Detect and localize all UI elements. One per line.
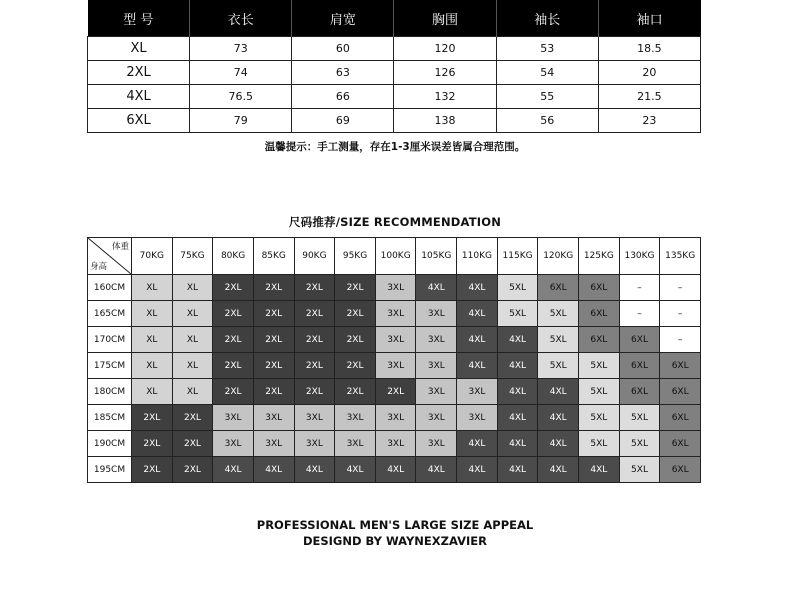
measurement-tip: 温馨提示：手工测量，存在1-3厘米误差皆属合理范围。 — [264, 141, 526, 153]
recommended-size-cell: 4XL — [416, 275, 457, 301]
recommended-size-cell: 4XL — [538, 431, 579, 457]
recommended-size-cell: XL — [132, 353, 173, 379]
recommended-size-cell: 3XL — [213, 431, 254, 457]
weight-header-cell: 115KG — [497, 238, 538, 275]
recommended-size-cell: XL — [172, 275, 213, 301]
size-table-row — [88, 85, 701, 109]
recommended-size-cell: 2XL — [172, 405, 213, 431]
size-table-header: 袖长 — [496, 0, 598, 37]
height-header-cell: 180CM — [88, 379, 132, 405]
recommended-size-cell: 4XL — [538, 457, 579, 483]
size-model-cell: 4XL — [88, 85, 190, 109]
weight-header-cell: 70KG — [132, 238, 173, 275]
recommended-size-cell: 2XL — [294, 379, 335, 405]
size-value-cell: 18.5 — [598, 37, 700, 61]
recommended-size-cell: 3XL — [416, 405, 457, 431]
recommended-size-cell: 3XL — [416, 431, 457, 457]
recommended-size-cell: 3XL — [416, 327, 457, 353]
recommended-size-cell: – — [660, 275, 701, 301]
recommended-size-cell: 5XL — [619, 431, 660, 457]
recommended-size-cell: 2XL — [253, 301, 294, 327]
recommended-size-cell: 3XL — [375, 405, 416, 431]
size-value-cell: 53 — [496, 37, 598, 61]
recommended-size-cell: 3XL — [457, 379, 498, 405]
height-header-cell: 185CM — [88, 405, 132, 431]
recommended-size-cell: 4XL — [457, 353, 498, 379]
recommended-size-cell: 5XL — [579, 379, 620, 405]
recommended-size-cell: 2XL — [294, 327, 335, 353]
recommended-size-cell: 6XL — [660, 457, 701, 483]
recommended-size-cell: 3XL — [375, 275, 416, 301]
recommended-size-cell: XL — [172, 379, 213, 405]
height-header-cell: 170CM — [88, 327, 132, 353]
recommended-size-cell: XL — [132, 327, 173, 353]
recommended-size-cell: 2XL — [213, 301, 254, 327]
footer-slogan — [0, 517, 790, 549]
size-table-row — [88, 61, 701, 85]
recommended-size-cell: 3XL — [335, 405, 376, 431]
weight-header-cell: 90KG — [294, 238, 335, 275]
size-value-cell: 120 — [394, 37, 496, 61]
recommended-size-cell: XL — [172, 327, 213, 353]
recommended-size-cell: 2XL — [253, 379, 294, 405]
recommendation-table — [87, 237, 701, 483]
height-header-cell: 175CM — [88, 353, 132, 379]
recommended-size-cell: 4XL — [457, 431, 498, 457]
recommended-size-cell: 4XL — [457, 457, 498, 483]
height-header-cell: 165CM — [88, 301, 132, 327]
size-table-header: 袖口 — [598, 0, 700, 37]
recommendation-row — [88, 327, 701, 353]
recommended-size-cell: 4XL — [538, 405, 579, 431]
recommended-size-cell: 4XL — [294, 457, 335, 483]
recommended-size-cell: 6XL — [579, 327, 620, 353]
size-value-cell: 138 — [394, 109, 496, 133]
size-value-cell: 55 — [496, 85, 598, 109]
recommended-size-cell: 2XL — [132, 405, 173, 431]
recommendation-row — [88, 275, 701, 301]
recommendation-row — [88, 379, 701, 405]
weight-header-cell: 120KG — [538, 238, 579, 275]
size-value-cell: 69 — [292, 109, 394, 133]
footer-line-1: PROFESSIONAL MEN'S LARGE SIZE APPEAL — [256, 518, 534, 532]
recommended-size-cell: 4XL — [538, 379, 579, 405]
recommended-size-cell: 6XL — [619, 327, 660, 353]
recommended-size-cell: 4XL — [457, 327, 498, 353]
size-table-header: 衣长 — [190, 0, 292, 37]
recommended-size-cell: 4XL — [497, 431, 538, 457]
recommended-size-cell: 4XL — [497, 353, 538, 379]
recommended-size-cell: 4XL — [497, 327, 538, 353]
weight-header-cell: 85KG — [253, 238, 294, 275]
recommended-size-cell: 4XL — [375, 457, 416, 483]
size-value-cell: 56 — [496, 109, 598, 133]
height-header-cell: 160CM — [88, 275, 132, 301]
recommended-size-cell: 5XL — [579, 353, 620, 379]
recommended-size-cell: 2XL — [172, 431, 213, 457]
recommended-size-cell: 6XL — [660, 431, 701, 457]
size-value-cell: 54 — [496, 61, 598, 85]
recommended-size-cell: 2XL — [213, 327, 254, 353]
recommendation-row — [88, 431, 701, 457]
recommended-size-cell: 2XL — [335, 301, 376, 327]
recommended-size-cell: 6XL — [660, 379, 701, 405]
recommended-size-cell: 5XL — [538, 301, 579, 327]
recommended-size-cell: 4XL — [213, 457, 254, 483]
size-table — [87, 0, 701, 133]
recommended-size-cell: 3XL — [253, 405, 294, 431]
size-table-row — [88, 37, 701, 61]
recommendation-row — [88, 405, 701, 431]
size-table-row — [88, 109, 701, 133]
recommended-size-cell: XL — [172, 301, 213, 327]
recommended-size-cell: 3XL — [375, 301, 416, 327]
recommendation-table-body — [88, 275, 701, 483]
recommended-size-cell: 4XL — [579, 457, 620, 483]
recommended-size-cell: 4XL — [497, 379, 538, 405]
recommended-size-cell: 2XL — [335, 327, 376, 353]
recommended-size-cell: 2XL — [213, 379, 254, 405]
recommended-size-cell: 2XL — [335, 353, 376, 379]
size-value-cell: 79 — [190, 109, 292, 133]
recommended-size-cell: 5XL — [497, 301, 538, 327]
recommended-size-cell: 3XL — [213, 405, 254, 431]
recommended-size-cell: 4XL — [457, 301, 498, 327]
size-value-cell: 66 — [292, 85, 394, 109]
size-table-header-row — [88, 0, 701, 37]
size-table-body — [88, 37, 701, 133]
recommended-size-cell: 5XL — [579, 405, 620, 431]
size-value-cell: 21.5 — [598, 85, 700, 109]
recommended-size-cell: 5XL — [497, 275, 538, 301]
recommended-size-cell: 2XL — [253, 353, 294, 379]
recommended-size-cell: 5XL — [579, 431, 620, 457]
size-model-cell: XL — [88, 37, 190, 61]
size-value-cell: 23 — [598, 109, 700, 133]
size-model-cell: 6XL — [88, 109, 190, 133]
recommended-size-cell: 2XL — [132, 431, 173, 457]
size-table-header: 肩宽 — [292, 0, 394, 37]
recommended-size-cell: XL — [132, 301, 173, 327]
weight-axis-label: 体重 — [111, 242, 129, 252]
recommended-size-cell: 6XL — [619, 353, 660, 379]
recommended-size-cell: 3XL — [375, 431, 416, 457]
recommended-size-cell: 6XL — [619, 379, 660, 405]
weight-header-cell: 135KG — [660, 238, 701, 275]
weight-height-corner-cell — [88, 238, 132, 275]
size-value-cell: 76.5 — [190, 85, 292, 109]
recommended-size-cell: 2XL — [213, 275, 254, 301]
recommended-size-cell: 4XL — [335, 457, 376, 483]
recommended-size-cell: 2XL — [294, 301, 335, 327]
recommended-size-cell: 2XL — [213, 353, 254, 379]
weight-header-cell: 105KG — [416, 238, 457, 275]
recommended-size-cell: 6XL — [538, 275, 579, 301]
size-model-cell: 2XL — [88, 61, 190, 85]
recommendation-row — [88, 457, 701, 483]
recommended-size-cell: 4XL — [416, 457, 457, 483]
recommended-size-cell: 5XL — [619, 457, 660, 483]
recommended-size-cell: 5XL — [538, 327, 579, 353]
recommended-size-cell: 2XL — [294, 275, 335, 301]
weight-header-cell: 110KG — [457, 238, 498, 275]
recommended-size-cell: – — [619, 301, 660, 327]
recommended-size-cell: – — [619, 275, 660, 301]
recommended-size-cell: 3XL — [416, 379, 457, 405]
recommended-size-cell: 4XL — [253, 457, 294, 483]
recommended-size-cell: 2XL — [294, 353, 335, 379]
recommended-size-cell: 2XL — [172, 457, 213, 483]
recommended-size-cell: 2XL — [335, 379, 376, 405]
recommended-size-cell: 6XL — [660, 405, 701, 431]
weight-header-cell: 80KG — [213, 238, 254, 275]
recommended-size-cell: 3XL — [375, 327, 416, 353]
recommended-size-cell: 2XL — [253, 275, 294, 301]
recommendation-row — [88, 301, 701, 327]
recommended-size-cell: XL — [172, 353, 213, 379]
recommended-size-cell: 2XL — [132, 457, 173, 483]
size-table-header: 胸围 — [394, 0, 496, 37]
weight-header-cell: 100KG — [375, 238, 416, 275]
recommended-size-cell: 4XL — [457, 275, 498, 301]
recommendation-title: 尺码推荐/SIZE RECOMMENDATION — [288, 215, 502, 229]
recommended-size-cell: 5XL — [619, 405, 660, 431]
recommended-size-cell: 3XL — [416, 301, 457, 327]
recommended-size-cell: 3XL — [335, 431, 376, 457]
recommended-size-cell: 2XL — [335, 275, 376, 301]
size-value-cell: 74 — [190, 61, 292, 85]
size-value-cell: 63 — [292, 61, 394, 85]
recommended-size-cell: – — [660, 327, 701, 353]
recommended-size-cell: 6XL — [579, 275, 620, 301]
size-table-header: 型 号 — [88, 0, 190, 37]
recommended-size-cell: 3XL — [457, 405, 498, 431]
recommended-size-cell: XL — [132, 379, 173, 405]
recommended-size-cell: 6XL — [579, 301, 620, 327]
weight-header-cell: 130KG — [619, 238, 660, 275]
size-value-cell: 126 — [394, 61, 496, 85]
size-value-cell: 132 — [394, 85, 496, 109]
recommended-size-cell: 2XL — [375, 379, 416, 405]
recommended-size-cell: 2XL — [253, 327, 294, 353]
recommended-size-cell: XL — [132, 275, 173, 301]
height-axis-label: 身高 — [90, 262, 108, 272]
recommended-size-cell: 4XL — [497, 405, 538, 431]
recommendation-header-row — [88, 238, 701, 275]
height-header-cell: 195CM — [88, 457, 132, 483]
weight-header-cell: 75KG — [172, 238, 213, 275]
recommended-size-cell: 5XL — [538, 353, 579, 379]
footer-line-2: DESIGND BY WAYNEXZAVIER — [302, 534, 488, 548]
recommended-size-cell: 3XL — [253, 431, 294, 457]
recommendation-row — [88, 353, 701, 379]
recommended-size-cell: 3XL — [294, 431, 335, 457]
height-header-cell: 190CM — [88, 431, 132, 457]
recommended-size-cell: 3XL — [375, 353, 416, 379]
recommended-size-cell: – — [660, 301, 701, 327]
weight-header-cell: 95KG — [335, 238, 376, 275]
size-value-cell: 20 — [598, 61, 700, 85]
recommended-size-cell: 3XL — [294, 405, 335, 431]
weight-header-cell: 125KG — [579, 238, 620, 275]
recommended-size-cell: 4XL — [497, 457, 538, 483]
size-value-cell: 73 — [190, 37, 292, 61]
recommended-size-cell: 6XL — [660, 353, 701, 379]
recommended-size-cell: 3XL — [416, 353, 457, 379]
size-value-cell: 60 — [292, 37, 394, 61]
